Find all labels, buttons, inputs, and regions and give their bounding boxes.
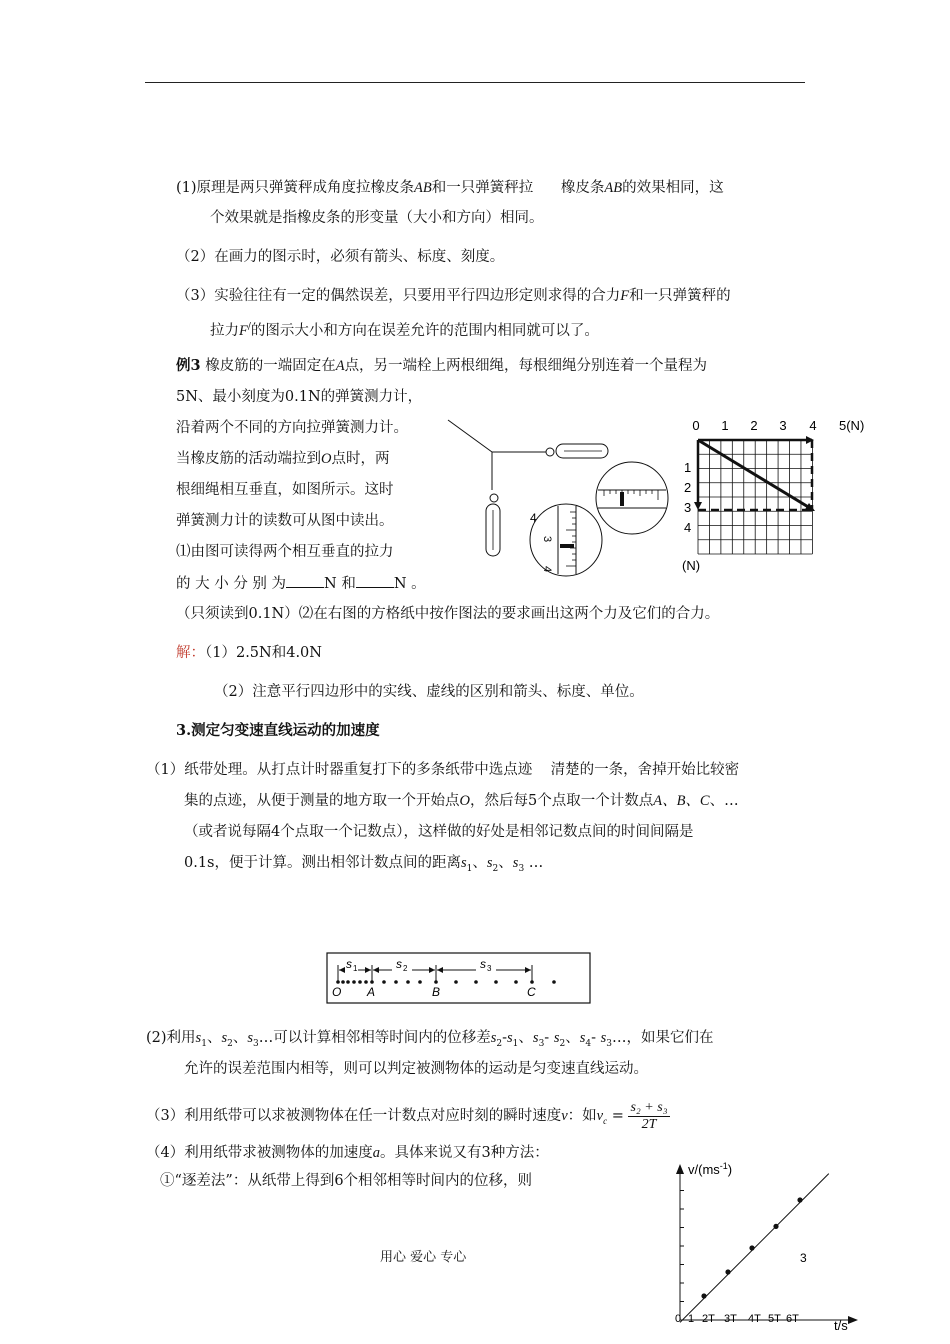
text: A、B、C [653, 793, 710, 809]
text: 3 [606, 1038, 612, 1049]
y-axis-label [688, 1161, 732, 1177]
tick-label: 3 [779, 418, 787, 433]
text: s [512, 855, 519, 871]
tape-dot [341, 980, 345, 984]
data-point [725, 1269, 730, 1274]
ex3-line3: 沿着两个不同的方向拉弹簧测力计。 [176, 420, 408, 436]
tape-dot [352, 980, 356, 984]
grid-left-labels [684, 460, 691, 535]
text: s [532, 1030, 539, 1046]
magnifier-vertical [530, 504, 602, 576]
text: 橡皮条 [560, 180, 605, 196]
text: s [195, 1030, 202, 1046]
text: s [221, 1030, 228, 1046]
text: …可以计算相邻相等时间内的位移差 [258, 1030, 491, 1046]
tape-dot [364, 980, 368, 984]
text: s [461, 855, 467, 871]
tick-label: 1 [721, 418, 729, 433]
tick-label: 2T [702, 1313, 715, 1325]
text: v [561, 1108, 568, 1124]
text: （4）利用纸带求被测物体的加速度 [146, 1145, 373, 1161]
magnifier-horizontal [596, 462, 668, 534]
y-axis-arrow [676, 1164, 684, 1174]
tape-dot [406, 980, 410, 984]
tick-label: 2 [750, 418, 758, 433]
vt-chart [662, 1160, 862, 1344]
tape-dot [336, 980, 340, 984]
solution-line1 [176, 643, 322, 663]
y-ticks [680, 1191, 684, 1302]
data-point [773, 1224, 778, 1229]
text: c [603, 1115, 608, 1126]
text: N 和 [324, 576, 356, 592]
tape-dot [494, 980, 498, 984]
hook [490, 494, 498, 502]
section-title: 3.测定匀变速直线运动的加速度 [176, 722, 380, 739]
tape-dot [530, 980, 534, 984]
text: 和一只弹簧秤拉 [431, 180, 534, 196]
denominator: 2T [641, 1116, 657, 1132]
tape-line3: （或者说每隔4个点取一个记数点），这样做的好处是相邻记数点间的时间间隔是 [184, 824, 694, 840]
tape-dot [434, 980, 438, 984]
text: 1 [201, 1038, 207, 1049]
s2-sub: 2 [403, 964, 408, 973]
text: v/(ms [688, 1162, 720, 1177]
grid-unit: (N) [682, 558, 701, 573]
text: 1 [466, 863, 473, 874]
use2-line2: 允许的误差范围内相等，则可以判定被测物体的运动是匀变速直线运动。 [184, 1061, 648, 1077]
scale-mark: 4 [530, 511, 537, 525]
s3-label: s [480, 957, 486, 971]
pointer [620, 492, 624, 506]
pointer [560, 544, 574, 548]
data-series [680, 1174, 829, 1323]
text: s [490, 1030, 497, 1046]
tape-dot [346, 980, 350, 984]
point-A-label: A [367, 985, 376, 999]
para2: （2）在画力的图示时，必须有箭头、标度、刻度。 [176, 249, 505, 265]
solution-line2: （2）注意平行四边形中的实线、虚线的区别和箭头、标度、单位。 [214, 684, 644, 700]
s1-label: s [346, 957, 352, 971]
text: / [247, 322, 251, 332]
text: F [620, 288, 630, 304]
ex3-line8 [176, 573, 426, 594]
text: 的图示大小和方向在误差允许的范围内相同就可以了。 [250, 322, 599, 339]
text: （3）实验往往有一定的偶然误差，只要用平行四边形定则求得的合力 [176, 288, 621, 304]
text: 2 [227, 1038, 233, 1049]
method1-line: ①“逐差法”：从纸带上得到6个相邻相等时间内的位移，则 [160, 1173, 533, 1189]
text: 0.1s，便于计算。测出相邻计数点间的距离 [184, 855, 461, 871]
ex3-line1 [176, 356, 707, 376]
text: = [611, 1108, 624, 1124]
use2-line1: (2)利用$s_1$、$s_2$、$s_3\dots$可以计算相邻相等时间内的位移差$s_2-s_1$、$s_3-$ $s_2$、$s_4-$ $s_3\dots$，如果它们在 [146, 1030, 714, 1049]
s3-sub: 3 [487, 964, 492, 973]
tape-line4: 0.1s，便于计算。测出相邻计数点间的距离$s_1$、$s_2$、$s_3$ … [184, 855, 544, 874]
text: (1)原理是两只弹簧秤成角度拉橡皮条 [176, 180, 415, 196]
text: a [372, 1145, 380, 1161]
tick-label: 5(N) [839, 418, 865, 433]
tape-dot [514, 980, 518, 984]
tick-label: 5T [768, 1313, 781, 1325]
spring-scale-figure [446, 418, 682, 580]
text: （1）纸带处理。从打点计时器重复打下的多条纸带中选点迹 [146, 762, 533, 778]
rubber-band [448, 420, 492, 452]
x-axis-arrow [848, 1316, 858, 1324]
tick-label: 0 [692, 418, 700, 433]
data-point [701, 1293, 706, 1298]
text: s [486, 855, 493, 871]
text: 4 [585, 1038, 592, 1049]
text: 、… [709, 793, 739, 809]
text: O [459, 793, 470, 809]
text: （3）利用纸带可以求被测物体在任一计数点对应时刻的瞬时速度 [146, 1108, 562, 1124]
tick-label: 3T [724, 1313, 737, 1325]
tick-label: 1 [684, 460, 692, 475]
text: 集的点迹，从便于测量的地方取一个开始点 [184, 793, 460, 809]
para1-line2: 个效果就是指橡皮条的形变量（大小和方向）相同。 [210, 210, 544, 226]
text: s [579, 1030, 586, 1046]
text: 2 [559, 1038, 566, 1049]
ex3-line9: （只须读到0.1N）⑵在右图的方格纸中按作图法的要求画出这两个力及它们的合力。 [176, 606, 720, 622]
hook [546, 448, 554, 456]
text: (2)利用 [146, 1030, 196, 1046]
ex3-line7: ⑴由图可读得两个相互垂直的拉力 [176, 544, 394, 560]
text: s [600, 1030, 607, 1046]
text: s [553, 1030, 560, 1046]
text: v [596, 1108, 604, 1124]
paper-tape-figure [326, 952, 592, 1006]
ex3-line6: 弹簧测力计的读数可从图中读出。 [176, 513, 394, 529]
text: 的效果相同，这 [622, 180, 724, 196]
text: F [239, 322, 248, 339]
tick-label: 6T [786, 1313, 799, 1325]
text: 1 [512, 1038, 519, 1049]
use3-line [146, 1098, 670, 1139]
text: 和一只弹簧秤的 [629, 288, 731, 304]
text: 2 [496, 1038, 503, 1049]
chart-note: 3 [800, 1251, 807, 1265]
grid-top-labels [692, 418, 864, 433]
answer-blank-1[interactable] [286, 573, 324, 588]
text: ，然后每5个点取一个计数点 [469, 793, 654, 809]
data-point [797, 1197, 802, 1202]
s1-sub: 1 [353, 964, 358, 973]
text: 点，另一端栓上两根细绳，每根细绳分别连着一个量程为 [344, 358, 708, 374]
ex3-line2: 5N、最小刻度为0.1N的弹簧测力计， [176, 389, 423, 405]
tape-dot [552, 980, 556, 984]
tape-dot [394, 980, 398, 984]
text: s [247, 1030, 253, 1046]
para3-line1 [176, 286, 731, 306]
grid-lines [698, 440, 812, 554]
tick-label: 4 [684, 520, 692, 535]
tape-line1 [146, 760, 739, 780]
text: AB [604, 180, 623, 196]
text: -1 [719, 1161, 728, 1171]
text: ：如 [567, 1108, 597, 1124]
text: 清楚的一条，舍掉开始比较密 [550, 762, 740, 778]
text: 当橡皮筋的活动端拉到 [176, 451, 321, 467]
text: s [507, 1030, 513, 1046]
para3-line2 [210, 317, 599, 341]
text: 3 [252, 1038, 259, 1049]
header-rule [145, 82, 805, 83]
use4-line [146, 1143, 549, 1163]
x-tick-labels [675, 1313, 799, 1325]
text: 3 [518, 863, 525, 874]
answer-blank-2[interactable] [356, 573, 394, 588]
example-label: 例3 [176, 357, 201, 374]
tape-dot [382, 980, 386, 984]
tick-label: 2 [684, 480, 692, 495]
tick-label: 4 [809, 418, 817, 433]
footer: 用心 爱心 专心 [380, 1250, 467, 1265]
point-O-label: O [332, 985, 342, 999]
text: 拉力 [210, 322, 239, 339]
text: 2 [492, 863, 499, 874]
tick-label: 3 [684, 500, 692, 515]
resultant-force [698, 440, 810, 508]
numerator: s₂ + s₃ [630, 1099, 668, 1115]
tape-dot [358, 980, 362, 984]
text: （1）2.5N和4.0N [205, 645, 322, 661]
text: 橡皮筋的一端固定在 [205, 358, 336, 374]
text: A [335, 358, 345, 374]
solution-label: 解： [176, 645, 205, 661]
tape-dot [370, 980, 374, 984]
text: 3 [538, 1038, 545, 1049]
tape-dot [454, 980, 458, 984]
tick-label: 1 [688, 1313, 695, 1325]
point-C-label: C [527, 985, 536, 999]
scale-digit: 4 [541, 566, 553, 573]
text: O [321, 451, 332, 467]
tick-label: 0 [675, 1313, 682, 1325]
text: AB [414, 180, 432, 196]
tape-dot [418, 980, 422, 984]
text: …，如果它们在 [612, 1030, 714, 1046]
force-grid [676, 414, 876, 576]
tape-line2 [184, 791, 739, 811]
ex3-line4 [176, 449, 389, 469]
ex3-line5: 根细绳相互垂直，如图所示。这时 [176, 482, 394, 498]
data-point [749, 1245, 754, 1250]
text: … [528, 855, 544, 871]
text: N 。 [393, 576, 426, 592]
point-B-label: B [432, 985, 441, 999]
scale-digit: 3 [541, 536, 553, 543]
x-axis-label: t/s [834, 1318, 848, 1333]
para1-line1 [176, 178, 724, 198]
formula-fraction [628, 1100, 669, 1133]
s2-label: s [396, 957, 402, 971]
text: 点时，两 [331, 451, 390, 467]
text: 的 大 小 分 别 为 [176, 576, 287, 592]
tick-label: 4T [748, 1313, 761, 1325]
text: 。具体来说又有3种方法： [379, 1145, 549, 1161]
text: ) [727, 1162, 733, 1177]
tape-dot [474, 980, 478, 984]
